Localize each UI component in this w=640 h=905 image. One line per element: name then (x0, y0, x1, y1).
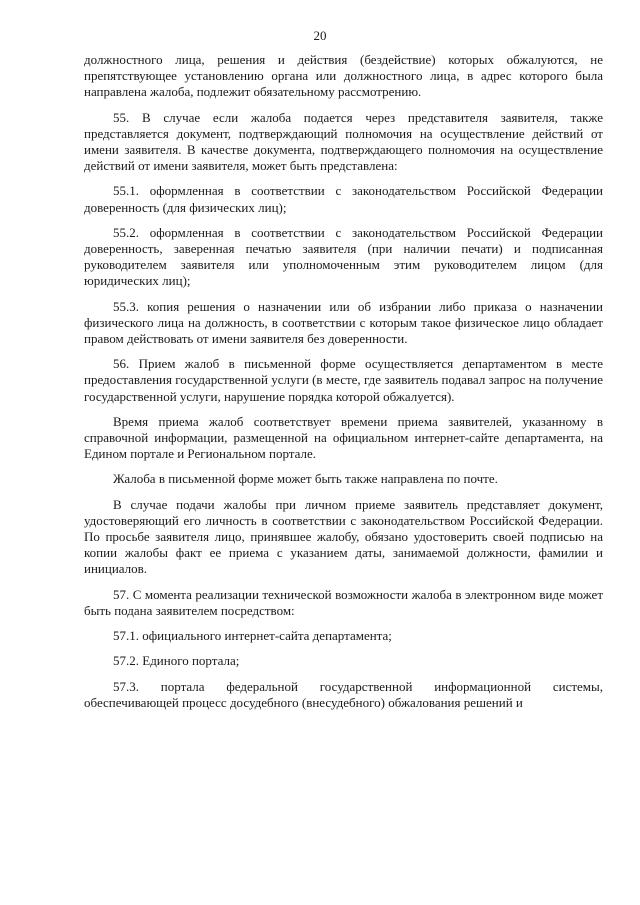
paragraph-55-2: 55.2. оформленная в соответствии с законодательством Российской Федерации доверенность, заверенная печатью заявителя (при наличии печати) и подписанная руководителем заявителя или уполномоченным этим руководителем лицом (для юридических лиц); (84, 224, 603, 289)
paragraph-57: 57. С момента реализации технической возможности жалоба в электронном виде может быть подана заявителем посредством: (84, 586, 603, 618)
document-body (84, 52, 603, 720)
page-number: 20 (313, 28, 327, 43)
paragraph-continuation: должностного лица, решения и действия (бездействие) которых обжалуются, не препятствующее установлению органа или должностного лица, в адрес которого была направлена жалоба, подлежит обязательному рассмотрению. (84, 52, 603, 100)
paragraph-55-3: 55.3. копия решения о назначении или об избрании либо приказа о назначении физического лица на должность, в соответствии с которым такое физическое лицо обладает правом действовать от имени заявителя без доверенности. (84, 298, 603, 347)
paragraph-57-2: 57.2. Единого портала; (113, 653, 240, 669)
paragraph-55: 55. В случае если жалоба подается через представителя заявителя, также представляется документ, подтверждающий полномочия на осуществление действий от имени заявителя. В качестве документа, подтверждающего полномочия на осуществление действий от имени заявителя, может быть представлена: (84, 109, 603, 174)
paragraph-57-1: 57.1. официального интернет-сайта департамента; (113, 628, 392, 644)
paragraph-56: 56. Прием жалоб в письменной форме осуществляется департаментом в месте предоставления государственной услуги (в месте, где заявитель подавал запрос на получение государственной услуги, нарушение порядка которой обжалуется). (84, 356, 603, 404)
paragraph-personal-reception: В случае подачи жалобы при личном приеме заявитель представляет документ, удостоверяющий его личность в соответствии с законодательством Российской Федерации. По просьбе заявителя лицо, принявшее жалобу, обязано удостоверить своей подписью на копии жалобы факт ее приема с указанием даты, занимаемой должности, фамилии и инициалов. (84, 496, 603, 577)
paragraph-mail: Жалоба в письменной форме может быть также направлена по почте. (113, 471, 498, 487)
paragraph-reception-time: Время приема жалоб соответствует времени приема заявителей, указанному в справочной информации, размещенной на официальном интернет-сайте департамента, на Едином портале и Региональном портале. (84, 413, 603, 462)
paragraph-57-3: 57.3. портала федеральной государственной информационной системы, обеспечивающей процесс досудебного (внесудебного) обжалования решений и (84, 678, 603, 710)
paragraph-55-1: 55.1. оформленная в соответствии с законодательством Российской Федерации доверенность (для физических лиц); (84, 183, 603, 215)
